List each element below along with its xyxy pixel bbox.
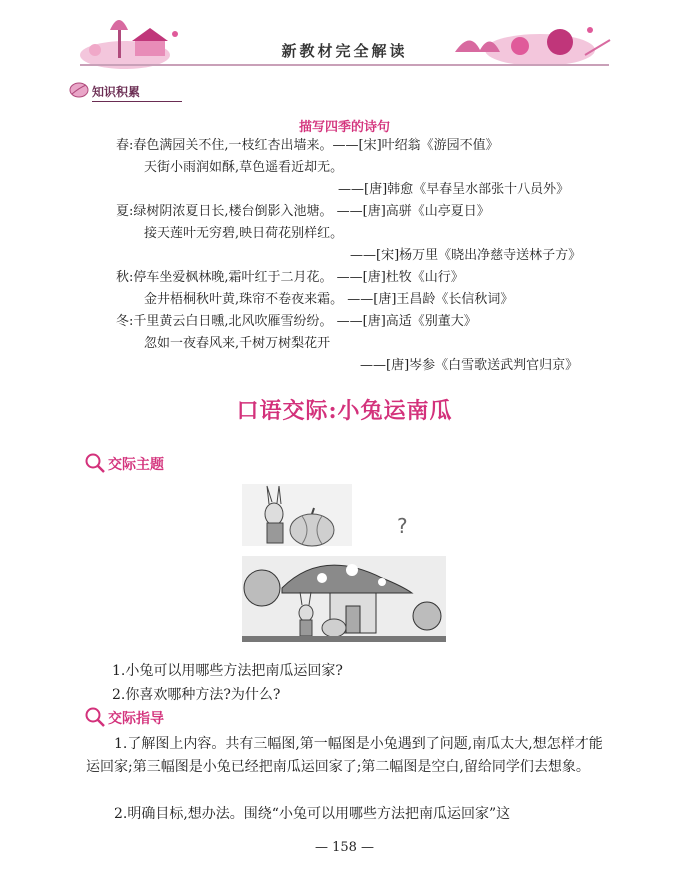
page-header bbox=[0, 0, 689, 78]
poem-line: 金井梧桐秋叶黄,珠帘不卷夜来霜。 ——[唐]王昌龄《长信秋词》 bbox=[144, 292, 514, 307]
guide-heading: 交际指导 bbox=[108, 711, 164, 727]
poem-line: 春:春色满园关不住,一枝红杏出墙来。——[宋]叶绍翁《游园不值》 bbox=[116, 138, 499, 153]
guide-paragraph: 1.了解图上内容。共有三幅图,第一幅图是小兔遇到了问题,南瓜太大,想怎样才能运回家;第三幅图是小兔已经把南瓜运回家了;第二幅图是空白,留给同学们去想象。 bbox=[86, 736, 603, 775]
question-item: 2.你喜欢哪种方法?为什么? bbox=[112, 687, 281, 703]
guide-paragraph: 2.明确目标,想办法。围绕“小兔可以用哪些方法把南瓜运回家”这 bbox=[114, 806, 511, 822]
knowledge-label: 知识积累 bbox=[92, 85, 141, 99]
page-number: — 158 — bbox=[314, 840, 375, 855]
topic-heading: 交际主题 bbox=[108, 457, 164, 473]
label-underline bbox=[92, 101, 182, 102]
magnifier-icon bbox=[84, 706, 106, 728]
svg-text:?: ? bbox=[397, 514, 408, 538]
section-title: 口语交际:小兔运南瓜 bbox=[236, 398, 453, 424]
header-decoration bbox=[0, 0, 689, 78]
question-item: 1.小兔可以用哪些方法把南瓜运回家? bbox=[112, 663, 343, 679]
magnifier-icon bbox=[84, 452, 106, 474]
poem-line: 忽如一夜春风来,千树万树梨花开 bbox=[144, 336, 331, 351]
poem-line: 夏:绿树阴浓夏日长,楼台倒影入池塘。 ——[唐]高骈《山亭夏日》 bbox=[116, 204, 490, 219]
rabbit-pumpkin-illustration bbox=[242, 478, 446, 642]
header-title: 新教材完全解读 bbox=[281, 42, 408, 60]
leaf-icon bbox=[68, 80, 90, 100]
poem-line: 接天莲叶无穷碧,映日荷花别样红。 bbox=[144, 226, 344, 241]
poem-line: 冬:千里黄云白日曛,北风吹雁雪纷纷。 ——[唐]高适《别董大》 bbox=[116, 314, 477, 329]
poem-attribution: ——[宋]杨万里《晓出净慈寺送林子方》 bbox=[350, 248, 582, 263]
knowledge-title: 描写四季的诗句 bbox=[298, 120, 390, 135]
poem-line: 秋:停车坐爱枫林晚,霜叶红于二月花。 ——[唐]杜牧《山行》 bbox=[116, 270, 464, 285]
header-rule bbox=[80, 64, 609, 66]
poem-attribution: ——[唐]岑参《白雪歌送武判官归京》 bbox=[360, 358, 579, 373]
poem-line: 天街小雨润如酥,草色遥看近却无。 bbox=[144, 160, 344, 175]
poem-attribution: ——[唐]韩愈《早春呈水部张十八员外》 bbox=[338, 182, 570, 197]
